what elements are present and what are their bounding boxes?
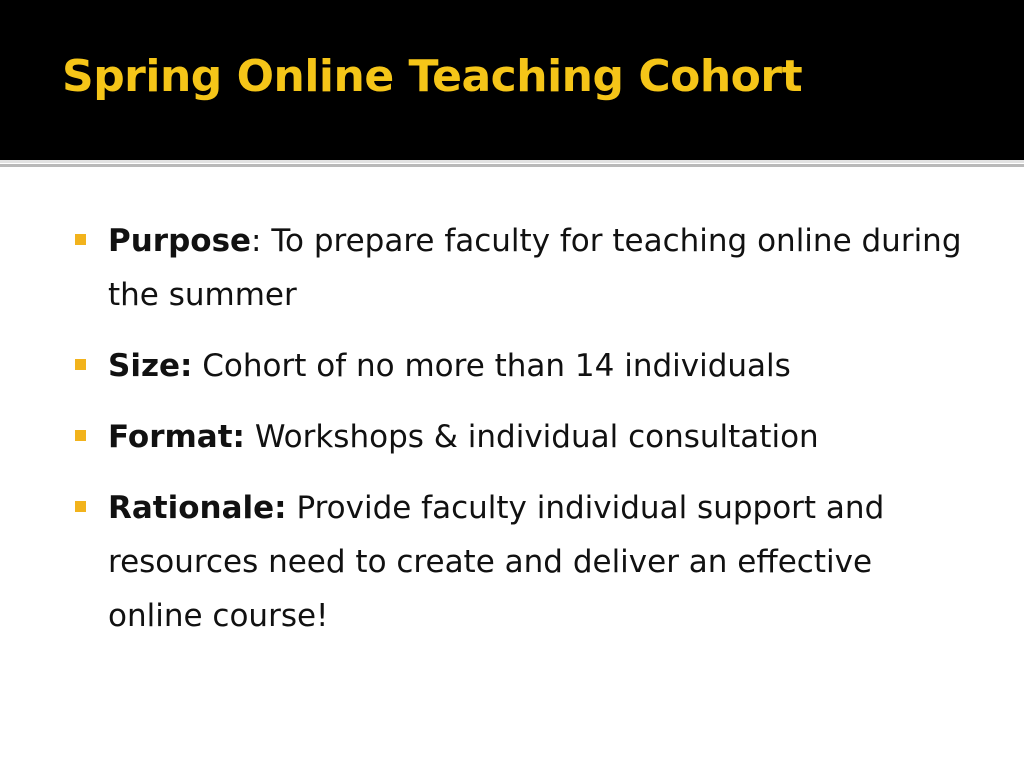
bullet-item-rationale [72,481,972,643]
bullet-label-size: Size: [108,348,193,384]
slide-title: Spring Online Teaching Cohort [62,51,803,102]
bullet-list [72,214,972,660]
bullet-item-purpose [72,214,972,322]
title-bar [0,0,1024,160]
bullet-separator-purpose: : [251,223,272,259]
bullet-text-rationale: Provide faculty individual support and resources need to create and deliver an effective online course! [108,490,885,634]
bullet-text-size: Cohort of no more than 14 individuals [202,348,791,384]
square-bullet-icon [75,234,86,245]
title-divider-dark [0,164,1024,167]
bullet-label-format: Format: [108,419,245,455]
bullet-item-size [72,339,972,393]
title-divider-light [0,160,1024,163]
bullet-separator-format [245,419,255,455]
bullet-text-format: Workshops & individual consultation [254,419,819,455]
square-bullet-icon [75,359,86,370]
square-bullet-icon [75,430,86,441]
bullet-text-purpose: To prepare faculty for teaching online during the summer [108,223,962,313]
bullet-separator-size [192,348,202,384]
bullet-item-format [72,410,972,464]
square-bullet-icon [75,501,86,512]
bullet-separator-rationale [287,490,297,526]
bullet-label-rationale: Rationale: [108,490,287,526]
bullet-label-purpose: Purpose [108,223,252,259]
